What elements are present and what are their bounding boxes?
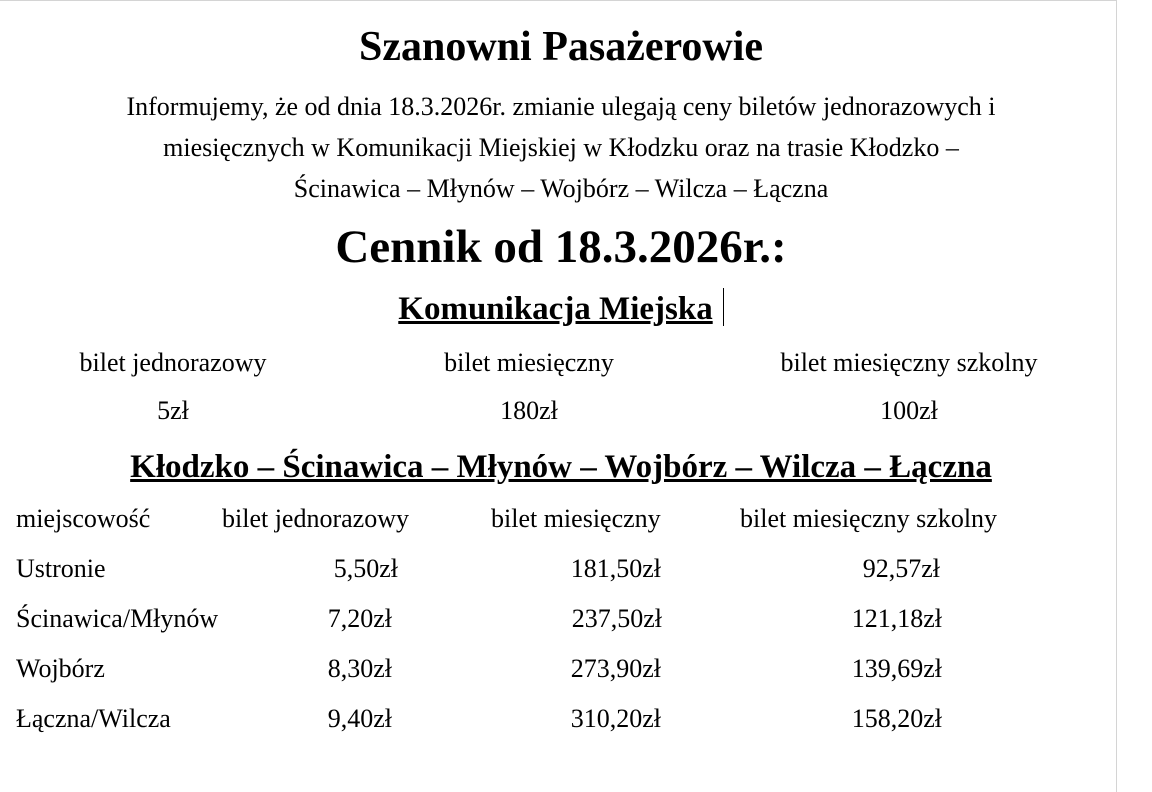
- city-price-monthly: 180zł: [500, 396, 558, 425]
- row-monthly: 310,20zł: [570, 704, 661, 733]
- city-price-school: 100zł: [880, 396, 938, 425]
- page-title: Szanowni Pasażerowie: [358, 24, 764, 70]
- row-monthly: 237,50zł: [571, 604, 662, 633]
- intro-line-3: Ścinawica – Młynów – Wojbórz – Wilcza – Łączna: [293, 174, 829, 203]
- intro-paragraph: [0, 86, 1122, 209]
- price-list-title: Cennik od 18.3.2026r.:: [335, 221, 787, 273]
- row-place: Wojbórz: [16, 654, 105, 683]
- route-col-school: bilet miesięczny szkolny: [740, 504, 998, 533]
- route-col-monthly: bilet miesięczny: [491, 504, 661, 533]
- route-heading-row: [0, 446, 1122, 488]
- row-school: 139,69zł: [851, 654, 942, 683]
- row-single: 9,40zł: [327, 704, 392, 733]
- route-col-single: bilet jednorazowy: [222, 504, 409, 533]
- route-heading: Kłodzko – Ścinawica – Młynów – Wojbórz – Wilcza – Łączna: [130, 449, 992, 485]
- row-school: 158,20zł: [851, 704, 942, 733]
- city-col-school: bilet miesięczny szkolny: [780, 348, 1038, 377]
- row-place: Ustronie: [16, 554, 106, 583]
- city-col-single: bilet jednorazowy: [79, 348, 267, 377]
- row-single: 5,50zł: [333, 554, 398, 583]
- intro-line-1: Informujemy, że od dnia 18.3.2026r. zmianie ulegają ceny biletów jednorazowych i: [126, 92, 996, 121]
- text-cursor: [723, 288, 724, 326]
- row-monthly: 181,50zł: [570, 554, 661, 583]
- row-place: Łączna/Wilcza: [16, 704, 171, 733]
- row-monthly: 273,90zł: [570, 654, 661, 683]
- intro-line-2: miesięcznych w Komunikacji Miejskiej w Kłodzku oraz na trasie Kłodzko –: [163, 133, 959, 162]
- row-single: 8,30zł: [327, 654, 392, 683]
- row-place: Ścinawica/Młynów: [16, 604, 219, 633]
- row-school: 92,57zł: [862, 554, 940, 583]
- city-col-monthly: bilet miesięczny: [444, 348, 614, 377]
- route-col-place: miejscowość: [16, 504, 151, 533]
- page-top-border: [0, 0, 1117, 1]
- city-transport-heading-row: [0, 288, 1122, 330]
- row-single: 7,20zł: [327, 604, 392, 633]
- city-price-single: 5zł: [157, 396, 189, 425]
- row-school: 121,18zł: [851, 604, 942, 633]
- city-transport-heading: Komunikacja Miejska: [398, 291, 713, 327]
